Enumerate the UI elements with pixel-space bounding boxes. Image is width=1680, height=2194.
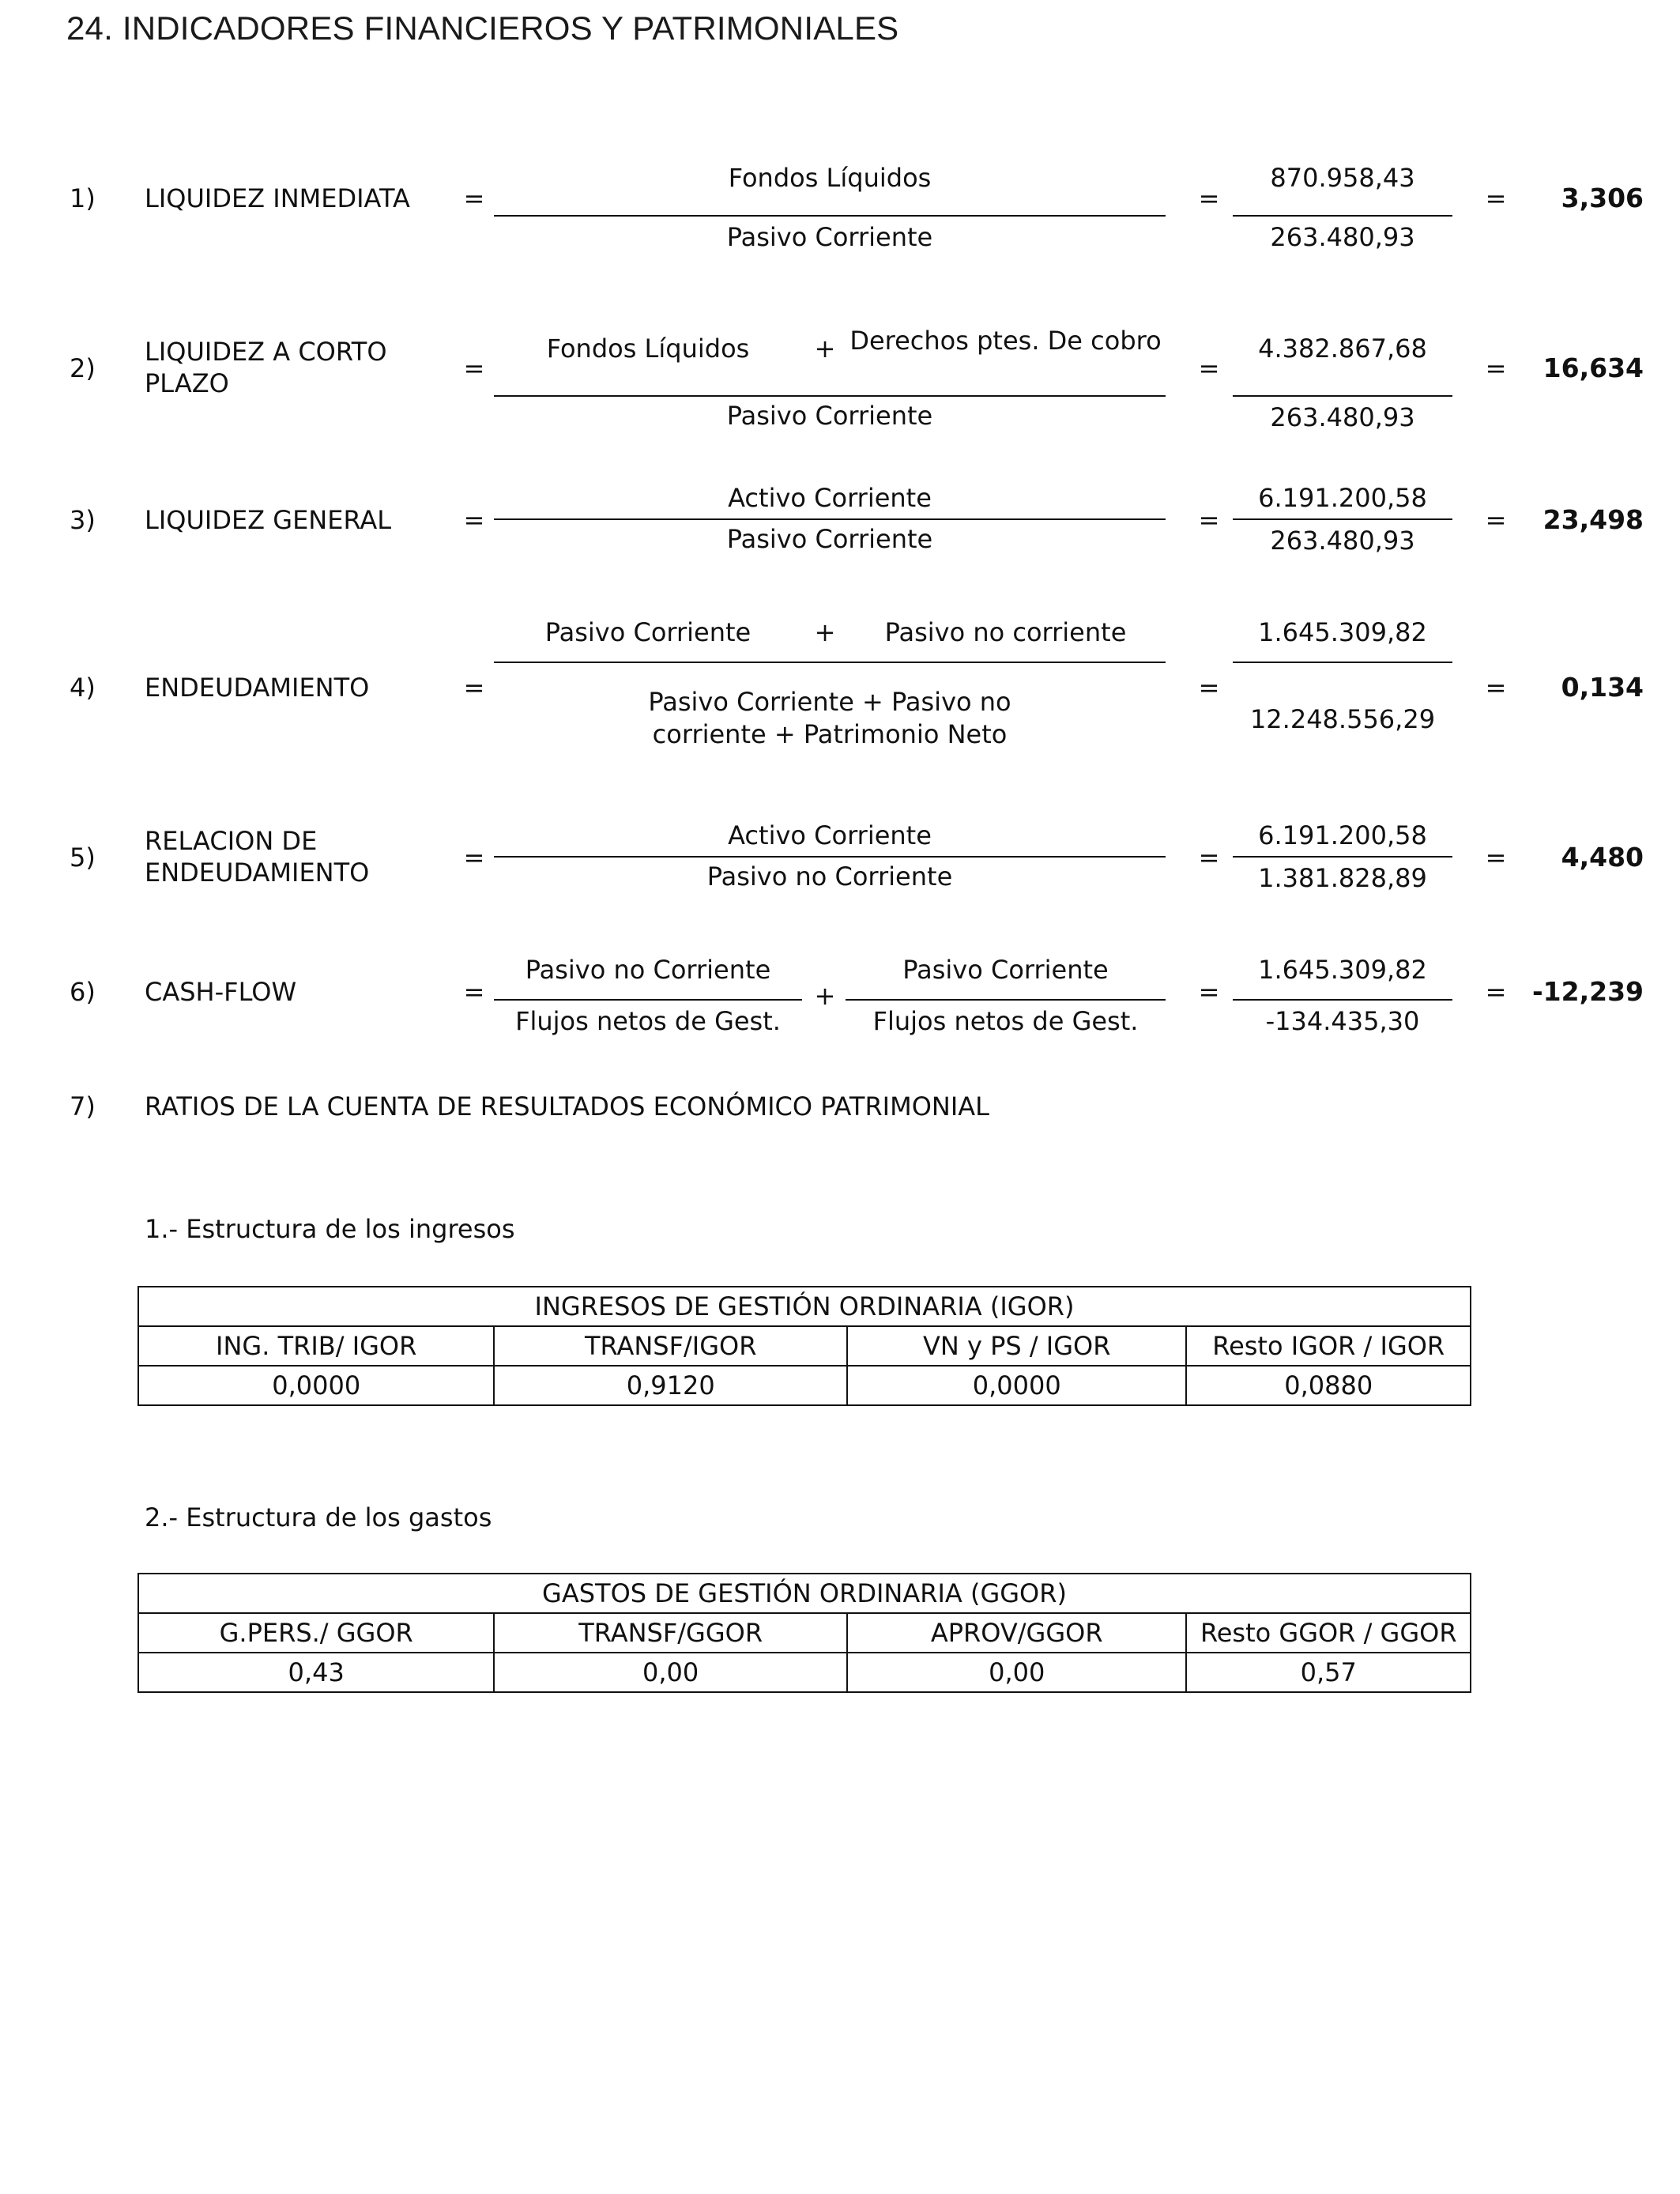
column-header: Resto GGOR / GGOR [1186,1613,1471,1653]
ingresos-columns-row [138,1326,1471,1366]
column-header: ING. TRIB/ IGOR [138,1326,494,1366]
ratio-3-value-numerator: 6.191.200,58 [1258,483,1427,513]
ratio-1-result: 3,306 [1561,183,1644,213]
ingresos-table-title: INGRESOS DE GESTIÓN ORDINARIA (IGOR) [138,1287,1471,1326]
column-header: VN y PS / IGOR [847,1326,1186,1366]
ratio-2-fraction-bar [494,395,1166,397]
ratio-2-value-numerator: 4.382.867,68 [1258,334,1427,364]
ingresos-table [137,1286,1471,1406]
gastos-subtitle: 2.- Estructura de los gastos [145,1502,492,1532]
ratio-1-value-denominator: 263.480,93 [1270,222,1415,252]
column-header: Resto IGOR / IGOR [1186,1326,1471,1366]
ratio-2-equals-2: = [1198,353,1220,383]
ratio-4-equals-3: = [1485,673,1507,703]
ratio-6-value-bar [1233,999,1452,1001]
gastos-columns-row [138,1613,1471,1653]
ratio-4-denominator: Pasivo Corriente + Pasivo no corriente + Patrimonio Neto [648,687,1011,749]
ratio-6-denominator-b: Flujos netos de Gest. [872,1006,1139,1036]
ratio-6-result: -12,239 [1531,976,1644,1007]
gastos-table-title: GASTOS DE GESTIÓN ORDINARIA (GGOR) [138,1574,1471,1613]
ratio-1-fraction-bar [494,215,1166,217]
ratio-3-denominator: Pasivo Corriente [726,524,933,554]
page-title: 24. INDICADORES FINANCIEROS Y PATRIMONIALES [66,9,899,47]
ratio-5-label: RELACION DE ENDEUDAMIENTO [145,826,370,888]
ratio-6-numerator-b: Pasivo Corriente [902,955,1109,985]
ratio-3-number: 3) [70,505,96,535]
table-cell: 0,0000 [847,1366,1186,1405]
ratio-5-value-denominator: 1.381.828,89 [1258,863,1427,893]
table-cell: 0,57 [1186,1653,1471,1692]
table-cell: 0,0000 [138,1366,494,1405]
ratio-6-label: CASH-FLOW [145,977,297,1007]
table-cell: 0,9120 [494,1366,847,1405]
section-7-label: RATIOS DE LA CUENTA DE RESULTADOS ECONÓMICO PATRIMONIAL [145,1091,989,1122]
ratio-3-fraction-bar [494,518,1166,520]
ratio-2-value-denominator: 263.480,93 [1270,402,1415,432]
gastos-values-row [138,1653,1471,1692]
ratio-4-equals-1: = [463,673,485,703]
table-cell: 0,00 [494,1653,847,1692]
ratio-3-label: LIQUIDEZ GENERAL [145,505,392,535]
ingresos-header-row [138,1287,1471,1326]
ratio-4-numerator-b: Pasivo no corriente [884,617,1127,647]
ratio-4-fraction-bar [494,662,1166,663]
ratio-4-result: 0,134 [1561,672,1644,703]
ratio-3-equals-3: = [1485,505,1507,535]
ratio-3-value-denominator: 263.480,93 [1270,526,1415,556]
ratio-5-value-bar [1233,856,1452,858]
ratio-2-numerator-a: Fondos Líquidos [546,334,750,364]
column-header: TRANSF/IGOR [494,1326,847,1366]
ratio-2-label: LIQUIDEZ A CORTO PLAZO [145,337,387,398]
ratio-4-equals-2: = [1198,673,1220,703]
ratio-2-numerator-b: Derechos ptes. De cobro [849,326,1162,356]
ratio-1-denominator: Pasivo Corriente [726,222,933,252]
gastos-header-row [138,1574,1471,1613]
column-header: TRANSF/GGOR [494,1613,847,1653]
ratio-1-label: LIQUIDEZ INMEDIATA [145,183,410,213]
ratio-3-value-bar [1233,518,1452,520]
ratio-1-equals-3: = [1485,183,1507,213]
ratio-6-denominator-a: Flujos netos de Gest. [515,1006,781,1036]
ratio-6-numerator-a: Pasivo no Corriente [525,955,771,985]
ratio-4-plus: + [814,617,836,647]
ratio-3-equals-1: = [463,505,485,535]
ratio-1-equals-1: = [463,183,485,213]
ratio-3-result: 23,498 [1543,504,1644,535]
ingresos-values-row [138,1366,1471,1405]
ratio-2-number: 2) [70,353,96,383]
ratio-4-value-denominator: 12.248.556,29 [1249,704,1436,734]
ratio-1-value-numerator: 870.958,43 [1270,163,1415,193]
ratio-2-equals-1: = [463,353,485,383]
ratio-6-plus: + [814,981,836,1011]
ratio-6-value-numerator: 1.645.309,82 [1258,955,1427,985]
ratio-6-number: 6) [70,977,96,1007]
section-7-number: 7) [70,1091,96,1122]
ratio-6-equals-1: = [463,977,485,1007]
ratio-4-value-bar [1233,662,1452,663]
ratio-4-numerator-a: Pasivo Corriente [544,617,751,647]
ratio-2-value-bar [1233,395,1452,397]
ratio-1-numerator: Fondos Líquidos [728,163,932,193]
table-cell: 0,00 [847,1653,1187,1692]
column-header: G.PERS./ GGOR [138,1613,494,1653]
ratio-5-value-numerator: 6.191.200,58 [1258,820,1427,850]
ratio-1-value-bar [1233,215,1452,217]
ratio-5-result: 4,480 [1561,842,1644,873]
ratio-2-equals-3: = [1485,353,1507,383]
ratio-4-label: ENDEUDAMIENTO [145,673,370,703]
ratio-3-numerator: Activo Corriente [728,483,932,513]
ratio-1-number: 1) [70,183,96,213]
ratio-5-fraction-bar [494,856,1166,858]
ratio-5-equals-2: = [1198,843,1220,873]
column-header: APROV/GGOR [847,1613,1187,1653]
table-cell: 0,43 [138,1653,494,1692]
ratio-6-fraction-bar-b [846,999,1166,1001]
ratio-1-equals-2: = [1198,183,1220,213]
ratio-4-number: 4) [70,673,96,703]
ratio-2-denominator: Pasivo Corriente [726,401,933,431]
gastos-table [137,1573,1471,1693]
ingresos-subtitle: 1.- Estructura de los ingresos [145,1214,515,1244]
ratio-5-numerator: Activo Corriente [728,820,932,850]
ratio-6-value-denominator: -134.435,30 [1265,1006,1420,1036]
ratio-2-plus: + [814,334,836,364]
ratio-4-value-numerator: 1.645.309,82 [1258,617,1427,647]
ratio-5-denominator: Pasivo no Corriente [706,861,953,892]
ratio-6-equals-3: = [1485,977,1507,1007]
ratio-5-equals-3: = [1485,843,1507,873]
ratio-3-equals-2: = [1198,505,1220,535]
ratio-5-number: 5) [70,843,96,873]
ratio-6-equals-2: = [1198,977,1220,1007]
ratio-6-fraction-bar-a [494,999,802,1001]
ratio-5-equals-1: = [463,843,485,873]
ratio-2-result: 16,634 [1543,352,1644,383]
table-cell: 0,0880 [1186,1366,1471,1405]
